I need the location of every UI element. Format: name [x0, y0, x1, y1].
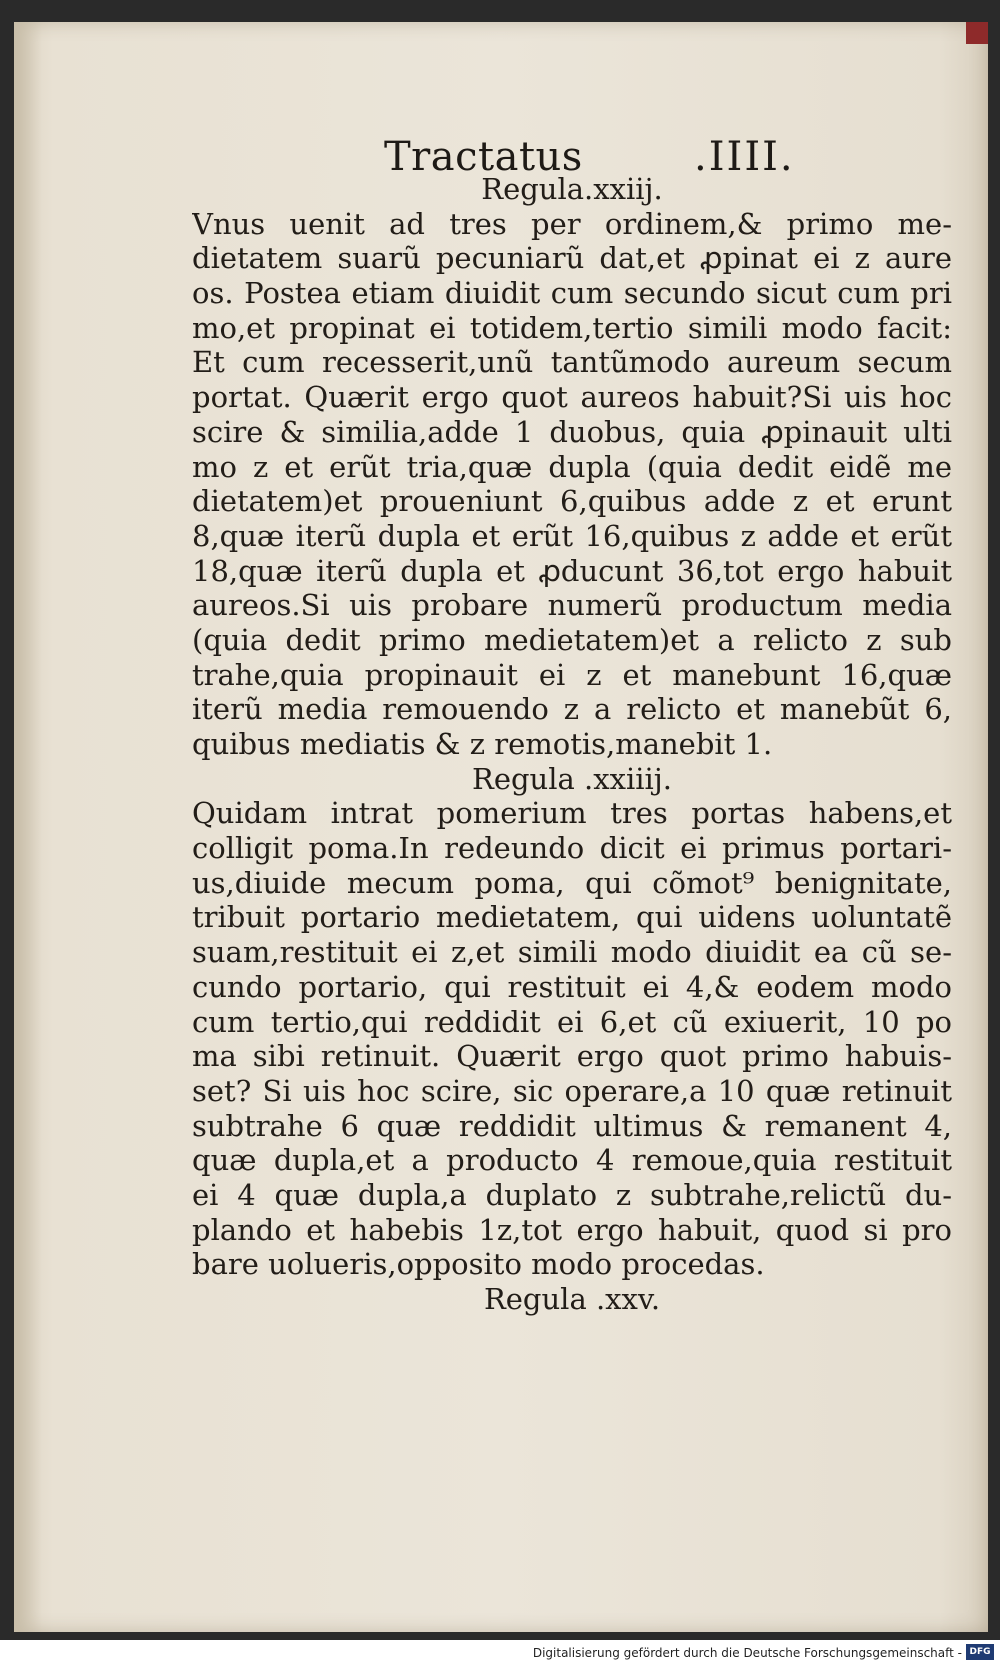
- text-line: tribuit portario medietatem, qui uidens uoluntatẽ: [192, 900, 952, 935]
- text-line: mo z et erũt tria,quæ dupla (quia dedit eidẽ me: [192, 449, 952, 484]
- text-line: plando et habebis 1z,tot ergo habuit, quod si pro: [192, 1212, 952, 1247]
- text-line: cundo portario, qui restituit ei 4,& eodem modo: [192, 969, 952, 1004]
- text-line: aureos.Si uis probare numerũ productum media: [192, 588, 952, 623]
- text-line: iterũ media remouendo z a relicto et manebũt 6,: [192, 692, 952, 727]
- text-block: [192, 172, 952, 1317]
- text-line: quæ dupla,et a producto 4 remoue,quia restituit: [192, 1143, 952, 1178]
- footer-bar: [0, 1640, 1000, 1668]
- text-line: portat. Quærit ergo quot aureos habuit?Si uis hoc: [192, 380, 952, 415]
- page-gutter-shadow: [14, 22, 42, 1632]
- text-line: colligit poma.In redeundo dicit ei primus portari-: [192, 831, 952, 866]
- text-line: cum tertio,qui reddidit ei 6,et cũ exiuerit, 10 po: [192, 1004, 952, 1039]
- footer-credit: Digitalisierung gefördert durch die Deutsche Forschungsgemeinschaft -: [532, 1646, 962, 1660]
- text-line: dietatem)et proueniunt 6,quibus adde z et erunt: [192, 484, 952, 519]
- dfg-logo-icon: DFG: [966, 1644, 994, 1660]
- rule-heading: Regula .xxv.: [483, 1282, 661, 1316]
- text-line: 18,quæ iterũ dupla et ꝓducunt 36,tot ergo habuit: [192, 553, 952, 588]
- book-page: [14, 22, 988, 1632]
- text-line: suam,restituit ei z,et simili modo diuidit ea cũ se-: [192, 935, 952, 970]
- bookmark-ribbon: [966, 22, 988, 44]
- text-line: mo,et propinat ei totidem,tertio simili modo facit:: [192, 310, 952, 345]
- text-line: scire & similia,adde 1 duobus, quia ꝓpinauit ulti: [192, 414, 952, 449]
- text-line: set? Si uis hoc scire, sic operare,a 10 quæ retinuit: [192, 1073, 952, 1108]
- text-line: us,diuide mecum poma, qui cõmot⁹ benignitate,: [192, 865, 952, 900]
- text-line: ma sibi retinuit. Quærit ergo quot primo habuis-: [192, 1039, 952, 1074]
- rule-heading: Regula.xxiij.: [481, 172, 663, 206]
- text-line: ei 4 quæ dupla,a duplato z subtrahe,relictũ du-: [192, 1177, 952, 1212]
- text-line: Vnus uenit ad tres per ordinem,& primo me-: [192, 206, 952, 241]
- text-line: (quia dedit primo medietatem)et a relicto z sub: [192, 622, 952, 657]
- text-line: trahe,quia propinauit ei z et manebunt 16,quæ: [192, 657, 952, 692]
- text-line: bare uolueris,opposito modo procedas.: [192, 1247, 765, 1282]
- running-head-title: Tractatus: [384, 134, 583, 180]
- running-head-number: .IIII.: [694, 134, 795, 180]
- text-line: 8,quæ iterũ dupla et erũt 16,quibus z adde et erũt: [192, 518, 952, 553]
- text-line: quibus mediatis & z remotis,manebit 1.: [192, 727, 773, 761]
- text-line: Et cum recesserit,unũ tantũmodo aureum secum: [192, 345, 952, 380]
- rule-heading: Regula .xxiiij.: [472, 761, 672, 796]
- text-line: os. Postea etiam diuidit cum secundo sicut cum pri: [192, 276, 952, 311]
- text-line: Quidam intrat pomerium tres portas habens,et: [192, 796, 952, 831]
- text-line: dietatem suarũ pecuniarũ dat,et ꝓpinat ei z aure: [192, 241, 952, 276]
- text-line: subtrahe 6 quæ reddidit ultimus & remanent 4,: [192, 1108, 952, 1143]
